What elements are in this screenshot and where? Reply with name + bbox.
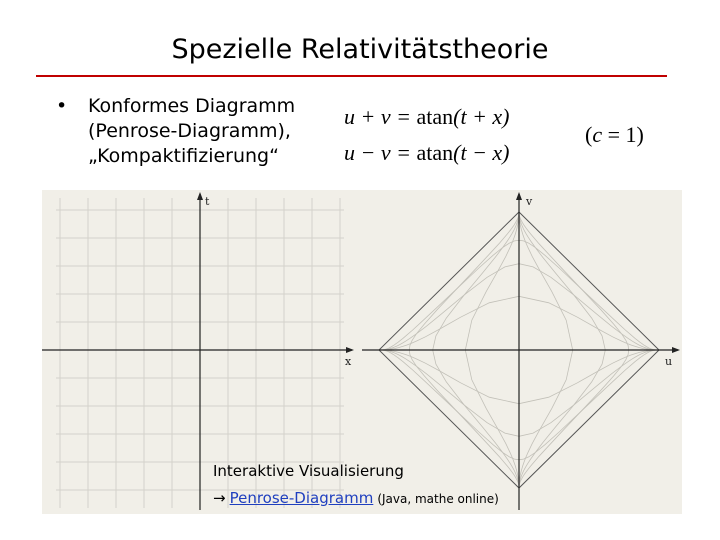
formula-sum-func: atan bbox=[416, 104, 454, 129]
title-underline bbox=[36, 75, 667, 77]
x-axis-label: x bbox=[345, 355, 352, 368]
v-axis-arrow bbox=[516, 192, 522, 200]
bullet-line-1: Konformes Diagramm bbox=[88, 95, 296, 117]
condition-var: c bbox=[592, 122, 603, 147]
slide-title: Spezielle Relativitätstheorie bbox=[171, 34, 549, 65]
t-axis-label: t bbox=[205, 195, 210, 208]
x-axis-arrow bbox=[346, 347, 354, 353]
condition-rest: = 1) bbox=[602, 122, 644, 147]
formula-diff-arg: (t − x) bbox=[453, 140, 510, 165]
formula-condition bbox=[585, 122, 644, 148]
condition-open: ( bbox=[585, 122, 593, 147]
bullet-dot: • bbox=[56, 95, 68, 117]
v-axis-label: v bbox=[526, 195, 533, 208]
t-axis-arrow bbox=[197, 192, 203, 200]
formula-diff-lhs: u − v = bbox=[344, 140, 417, 165]
bullet-line-2: (Penrose-Diagramm), bbox=[88, 120, 291, 142]
bullet-text bbox=[88, 94, 295, 169]
caption-heading: Interaktive Visualisierung bbox=[213, 462, 404, 480]
link-note: (Java, mathe online) bbox=[377, 492, 499, 506]
formula-sum-arg: (t + x) bbox=[453, 104, 510, 129]
formula-sum bbox=[344, 104, 510, 130]
u-axis-label: u bbox=[665, 355, 673, 368]
bullet-line-3: „Kompaktifizierung“ bbox=[88, 145, 279, 167]
penrose-diagram-link[interactable]: Penrose-Diagramm bbox=[229, 489, 374, 507]
arrow-right-icon: → bbox=[213, 489, 226, 507]
formula-sum-lhs: u + v = bbox=[344, 104, 417, 129]
formula-diff bbox=[344, 140, 510, 166]
u-axis-arrow bbox=[672, 347, 680, 353]
formula-diff-func: atan bbox=[416, 140, 454, 165]
caption-link-line bbox=[213, 488, 499, 507]
